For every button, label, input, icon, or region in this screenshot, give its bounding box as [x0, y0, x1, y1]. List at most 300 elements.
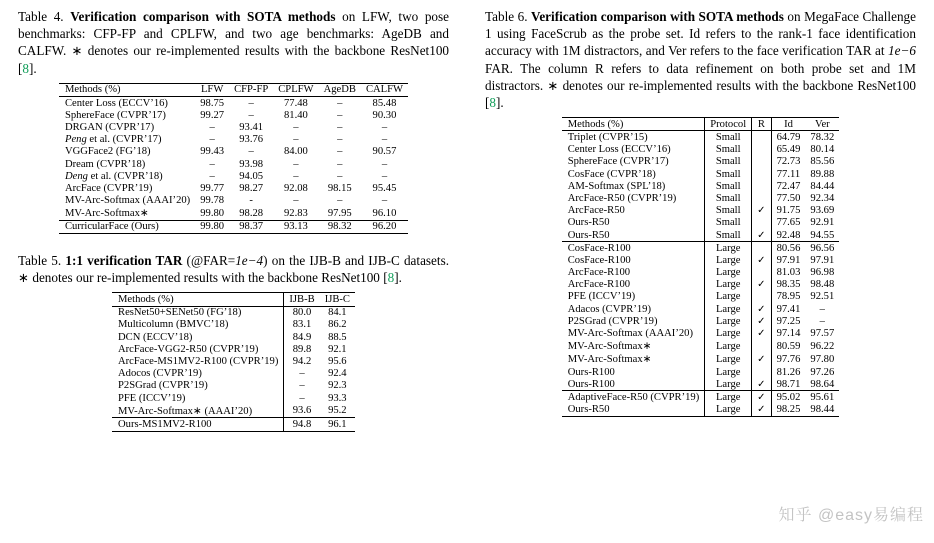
- table4-cell: –: [337, 146, 343, 158]
- table6-protocol: Large: [705, 327, 752, 339]
- table-row: [562, 315, 840, 327]
- table6-id: 98.71: [771, 378, 805, 391]
- table5-cell: 92.4: [328, 368, 347, 380]
- table-row: [112, 404, 355, 418]
- table6-id: 97.14: [771, 327, 805, 339]
- table6-ver: –: [819, 303, 825, 315]
- table4-cell: –: [337, 134, 343, 146]
- table6-ver: 93.69: [810, 205, 835, 217]
- table6-col-header-1: Protocol: [705, 118, 752, 131]
- table4-cell: –: [293, 195, 299, 207]
- table6-caption-text-1: on MegaFace Challenge 1 using FaceScrub as the probe set. Id refers to the rank-1 face identification accuracy with 1M distractors, and Ver refers to the face verification TAR at: [485, 9, 916, 59]
- table5-col-header-2: IJB-C: [320, 293, 355, 306]
- table-row: [562, 229, 840, 242]
- table6-ver: 96.98: [810, 267, 835, 279]
- table5-caption-text-2: denotes our re-implemented results with the backbone ResNet100 [: [29, 270, 388, 286]
- table-row: [562, 180, 840, 192]
- table6-protocol: Large: [705, 254, 752, 266]
- table6-method: MV-Arc-Softmax (AAAI’20): [567, 328, 693, 339]
- table4-cell: –: [381, 170, 388, 182]
- table6-refine: [752, 131, 771, 144]
- table6-col-header-2: R: [752, 118, 771, 131]
- table5-cell: 84.9: [284, 331, 320, 343]
- table4-col-header-2: CFP-FP: [229, 83, 273, 96]
- table4-caption-star: ∗: [71, 43, 83, 59]
- table4-caption-text-1: on LFW, two pose benchmarks: CFP-FP and CPLFW, and two age benchmarks: AgeDB and CALFW.: [18, 9, 449, 59]
- table6-method: ArcFace-R50: [567, 205, 625, 217]
- table4-cell: 99.43: [200, 146, 225, 158]
- table6-refine: ✓: [752, 315, 771, 327]
- table4-col-header-4: AgeDB: [319, 83, 361, 96]
- table5-col-header-1: IJB-B: [284, 293, 320, 306]
- table4-cell: 93.76: [239, 134, 264, 146]
- table5-col-header-0: Methods (%): [112, 293, 284, 306]
- table4-method: CurricularFace (Ours): [59, 220, 195, 233]
- table-row: [562, 327, 840, 339]
- table6-method: MV-Arc-Softmax∗: [567, 354, 652, 366]
- table4-cell: –: [209, 121, 215, 133]
- table6-protocol: Large: [705, 291, 752, 303]
- table5-caption-label: Table 5.: [18, 253, 62, 269]
- table6-ver: 92.51: [810, 291, 835, 303]
- table6-ver: 96.22: [810, 340, 835, 352]
- table4-cell: –: [293, 158, 299, 170]
- table6-protocol: Small: [705, 156, 752, 168]
- table4-cell: –: [381, 121, 388, 133]
- table6-caption-text-2: FAR. The column R refers to data refinement on both probe set and 1M distractors.: [485, 60, 916, 93]
- table6-method: CosFace-R100: [567, 242, 631, 254]
- table5-cell: –: [284, 392, 320, 404]
- table5-caption-at: (@FAR=: [182, 253, 236, 269]
- table4-method: Dream (CVPR’18): [64, 158, 146, 170]
- table6-refine: [752, 156, 771, 168]
- table6-ver: 95.61: [810, 391, 835, 403]
- table6-id: 77.11: [771, 168, 805, 180]
- table4-method: Deng et al. (CVPR’18): [64, 170, 163, 182]
- table6-protocol: Large: [705, 266, 752, 278]
- table4-cell: 93.41: [239, 121, 264, 133]
- table5-cell: 96.1: [320, 418, 355, 431]
- table4-cell: 99.80: [195, 207, 229, 221]
- table-row: [112, 343, 355, 355]
- table4-caption: [18, 8, 449, 77]
- table4-col-header-5: CALFW: [361, 83, 408, 96]
- table4-cell: –: [248, 97, 254, 109]
- table6-refine: [752, 242, 771, 255]
- table-row: [112, 355, 355, 367]
- table6-ver: 97.91: [810, 254, 835, 266]
- table4-caption-text-3: ].: [29, 60, 37, 76]
- table4-method: Peng et al. (CVPR’17): [64, 134, 162, 146]
- table6-refine: ✓: [752, 391, 771, 404]
- table5-method: Multicolumn (BMVC’18): [118, 319, 229, 331]
- table-row: [112, 331, 355, 343]
- table6-id: 80.59: [771, 340, 805, 353]
- table6-protocol: Large: [705, 404, 752, 417]
- table6-id: 91.75: [771, 205, 805, 217]
- table-row: [59, 97, 408, 110]
- table5-cell: 89.8: [284, 343, 320, 355]
- table4-method-suffix: et al. (CVPR’17): [89, 134, 162, 146]
- table6-refine: [752, 192, 771, 204]
- table6-id: 98.35: [771, 279, 805, 291]
- table6-protocol: Small: [705, 229, 752, 242]
- table5-caption-math: 1e−4: [235, 253, 264, 269]
- table4-cell: 98.27: [239, 182, 264, 194]
- left-column: [0, 8, 467, 543]
- table5-method: Adocos (CVPR’19): [118, 368, 202, 380]
- table6-refine: [752, 366, 771, 378]
- table6-protocol: Small: [705, 180, 752, 192]
- table5-method: P2SGrad (CVPR’19): [118, 380, 208, 392]
- table4-method: VGGFace2 (FG’18): [64, 146, 151, 158]
- table6-protocol: Large: [705, 242, 752, 255]
- table6-id: 97.41: [771, 303, 805, 315]
- table6-refine: [752, 144, 771, 156]
- table6-refine: ✓: [752, 303, 771, 315]
- table-row: [112, 368, 355, 380]
- table-row: [562, 242, 840, 255]
- table6-protocol: Small: [705, 217, 752, 229]
- table6-id: 81.26: [771, 366, 805, 378]
- table4-cell: –: [248, 146, 254, 158]
- table4-cell: –: [381, 158, 388, 170]
- table6-ver: 97.57: [810, 328, 835, 339]
- table4-cell: 99.77: [200, 182, 225, 194]
- table4-cell: –: [209, 134, 215, 146]
- table5-method: PFE (ICCV’19): [118, 392, 186, 404]
- table6-method: Adacos (CVPR’19): [567, 303, 652, 315]
- table-row: [59, 134, 408, 146]
- table5-caption-text-1: ) on the IJB-B and IJB-C datasets.: [263, 253, 450, 269]
- table6-protocol: Small: [705, 205, 752, 217]
- table-row: [59, 146, 408, 158]
- table-row: [562, 168, 840, 180]
- table4-cell: 77.48: [283, 97, 308, 109]
- table-row: [112, 319, 355, 331]
- table6-method: CosFace-R100: [567, 254, 631, 266]
- table4-cell: 93.13: [273, 220, 318, 233]
- table5-cell: 86.2: [328, 319, 347, 331]
- table4-wrapper: [18, 83, 449, 234]
- table5-cell: 84.1: [328, 307, 347, 319]
- table6-refine: [752, 340, 771, 353]
- table4-cell: 92.83: [273, 207, 318, 221]
- table5-method: DCN (ECCV’18): [118, 331, 193, 343]
- table-row: [59, 207, 408, 221]
- table6-refine: ✓: [752, 378, 771, 391]
- table6-method: Ours-R100: [567, 366, 615, 378]
- table6-col-header-0: Methods (%): [562, 118, 705, 131]
- table6-method: Ours-R100: [562, 378, 705, 391]
- table6-ver: 98.44: [805, 404, 839, 417]
- table6-refine: [752, 291, 771, 303]
- table5-cell: 93.3: [328, 392, 347, 404]
- table5-cell: 95.6: [328, 356, 347, 367]
- table-row: [562, 404, 840, 417]
- table6-id: 97.25: [771, 315, 805, 327]
- table6-protocol: Large: [705, 353, 752, 366]
- table4-cell: 90.30: [372, 109, 397, 121]
- table-row: [59, 182, 408, 194]
- table-row: [562, 192, 840, 204]
- table6-col-header-3: Id: [771, 118, 805, 131]
- table6-method: ArcFace-R50 (CVPR’19): [567, 192, 677, 204]
- table4-cell: 94.05: [239, 170, 264, 182]
- table6-id: 97.91: [771, 254, 805, 266]
- table5-cell: 88.5: [328, 331, 347, 343]
- table4-method: SphereFace (CVPR’17): [64, 109, 166, 121]
- table6-caption-math: 1e−6: [888, 43, 916, 59]
- table4-cell: 98.37: [229, 220, 273, 233]
- table5-cell: 94.8: [284, 418, 320, 431]
- table-row: [562, 391, 840, 404]
- table6-protocol: Large: [705, 279, 752, 291]
- table5-cell: 93.6: [284, 404, 320, 418]
- table4-cell: 93.98: [239, 158, 264, 170]
- table6-ver: –: [819, 315, 825, 327]
- table4-method: MV-Arc-Softmax∗: [59, 207, 195, 221]
- table6-protocol: Large: [705, 366, 752, 378]
- table4-cell: –: [209, 158, 215, 170]
- table6-refine: [752, 168, 771, 180]
- table6-id: 72.73: [771, 156, 805, 168]
- table6-caption-text-3: denotes our re-implemented results with the backbone ResNet100 [: [485, 77, 917, 111]
- table4-cell: –: [337, 170, 343, 182]
- table6-id: 80.56: [771, 242, 805, 255]
- table5-caption-citation[interactable]: 8: [387, 270, 395, 286]
- table6-method: SphereFace (CVPR’17): [567, 156, 669, 168]
- table4-col-header-0: Methods (%): [59, 83, 195, 96]
- table6-caption-bold: Verification comparison with SOTA methods: [531, 9, 784, 24]
- table4-cell: –: [337, 109, 343, 121]
- table6-method: Ours-R50: [567, 217, 610, 229]
- table6-method: CosFace (CVPR’18): [567, 168, 656, 180]
- table6-ver: 80.14: [810, 144, 835, 156]
- table4-method: ArcFace (CVPR’19): [64, 182, 153, 194]
- table4-cell: 98.15: [327, 182, 352, 194]
- table6-id: 92.48: [771, 229, 805, 242]
- table6-refine: ✓: [752, 229, 771, 242]
- table6-refine: ✓: [752, 404, 771, 417]
- table5-header-row: [112, 293, 355, 306]
- table6-refine: ✓: [752, 353, 771, 366]
- table6-protocol: Large: [705, 315, 752, 327]
- table6-caption-star: ∗: [547, 77, 559, 93]
- table-row: [59, 121, 408, 133]
- table4-cell: –: [337, 121, 343, 133]
- table6-ver: 94.55: [805, 229, 839, 242]
- table4: [59, 83, 408, 234]
- table6-caption: [485, 8, 916, 111]
- table-row: [562, 303, 840, 315]
- table6-id: 77.65: [771, 217, 805, 229]
- table4-caption-bold: Verification comparison with SOTA methods: [70, 9, 336, 24]
- table-row: [562, 291, 840, 303]
- table-row: [562, 156, 840, 168]
- table6-refine: [752, 266, 771, 278]
- table6-method: Triplet (CVPR’15): [567, 132, 648, 143]
- table4-cell: 98.28: [229, 207, 273, 221]
- table6-protocol: Large: [705, 378, 752, 391]
- table6-id: 81.03: [771, 266, 805, 278]
- table-row: [562, 366, 840, 378]
- table5-cell: 80.0: [284, 306, 320, 319]
- table6-id: 98.25: [771, 404, 805, 417]
- table6-id: 72.47: [771, 180, 805, 192]
- table-row: [59, 158, 408, 170]
- table6-method: MV-Arc-Softmax∗: [567, 341, 652, 353]
- table-row: [112, 392, 355, 404]
- table-row: [562, 340, 840, 353]
- table5-cell: 94.2: [284, 355, 320, 367]
- table6-refine: [752, 217, 771, 229]
- table5: [112, 292, 355, 431]
- table-row: [112, 306, 355, 319]
- table4-caption-citation[interactable]: 8: [22, 60, 29, 76]
- table6-ver: 89.88: [810, 168, 835, 180]
- table6-id: 64.79: [771, 131, 805, 144]
- table5-method: ArcFace-MS1MV2-R100 (CVPR’19): [118, 356, 279, 367]
- table-row: [562, 144, 840, 156]
- table4-caption-label: Table 4.: [18, 9, 64, 24]
- table-row: [562, 279, 840, 291]
- table6-method: Center Loss (ECCV’16): [567, 144, 671, 156]
- table5-cell: 92.3: [328, 380, 347, 392]
- table6-refine: ✓: [752, 254, 771, 266]
- table4-cell: –: [293, 170, 299, 182]
- table5-cell: 95.2: [320, 404, 355, 418]
- table6-protocol: Small: [705, 144, 752, 156]
- table6-ver: 78.32: [810, 132, 835, 143]
- table5-method: Ours-MS1MV2-R100: [112, 418, 284, 431]
- table6-method: AdaptiveFace-R50 (CVPR’19): [567, 391, 700, 403]
- table5-method: MV-Arc-Softmax∗ (AAAI’20): [112, 404, 284, 418]
- table-row: [562, 205, 840, 217]
- table-row: [59, 170, 408, 182]
- table4-cell: 99.78: [200, 195, 225, 207]
- table5-cell: 83.1: [284, 319, 320, 331]
- table6-protocol: Large: [705, 391, 752, 404]
- table4-caption-text-2: denotes our re-implemented results with the backbone ResNet100 [: [18, 43, 450, 76]
- table5-cell: 92.1: [328, 343, 347, 355]
- table6-wrapper: [485, 117, 916, 417]
- table4-header-row: [59, 83, 408, 96]
- table4-cell: 92.08: [283, 182, 308, 194]
- table4-cell: –: [293, 121, 299, 133]
- table4-col-header-3: CPLFW: [273, 83, 318, 96]
- table6-ver: 97.80: [810, 353, 835, 365]
- table5-caption: [18, 252, 449, 286]
- table6-refine: [752, 180, 771, 192]
- table4-cell: 99.80: [195, 220, 229, 233]
- table-row: [562, 254, 840, 266]
- table5-method: ArcFace-VGG2-R50 (CVPR’19): [118, 343, 259, 355]
- table6-method: PFE (ICCV’19): [567, 291, 636, 303]
- column-spacer: [18, 234, 449, 252]
- table6-ver: 85.56: [810, 156, 835, 168]
- table6-id: 95.02: [771, 391, 805, 404]
- table6-protocol: Large: [705, 303, 752, 315]
- table5-method: ResNet50+SENet50 (FG’18): [118, 307, 242, 319]
- table4-cell: –: [381, 195, 388, 207]
- table4-cell: –: [337, 158, 343, 170]
- table5-wrapper: [18, 292, 449, 431]
- table5-caption-bold: 1:1 verification TAR: [65, 253, 183, 269]
- table5-cell: –: [284, 368, 320, 380]
- table6-method: ArcFace-R100: [567, 279, 631, 291]
- table-row: [59, 220, 408, 233]
- table6-method: AM-Softmax (SPL’18): [567, 180, 666, 192]
- table6-protocol: Small: [705, 131, 752, 144]
- table4-cell: 97.95: [319, 207, 361, 221]
- table5-caption-text-3: ].: [394, 270, 402, 286]
- table6-ver: 96.56: [810, 242, 835, 254]
- table6-caption-text-4: ].: [496, 95, 504, 111]
- table4-method: Center Loss (ECCV’16): [64, 97, 168, 109]
- table6-refine: ✓: [752, 205, 771, 217]
- table6-id: 78.95: [771, 291, 805, 303]
- table4-cell: 84.00: [283, 146, 308, 158]
- table-row: [59, 195, 408, 207]
- table6-method: P2SGrad (CVPR’19): [567, 315, 658, 327]
- table4-cell: –: [337, 97, 343, 109]
- table4-method: MV-Arc-Softmax (AAAI’20): [64, 195, 191, 207]
- table6-protocol: Small: [705, 192, 752, 204]
- table4-cell: -: [249, 195, 253, 207]
- table6-caption-citation[interactable]: 8: [489, 95, 496, 111]
- table6-method: Ours-R50: [562, 229, 705, 242]
- table6-id: 65.49: [771, 144, 805, 156]
- table4-cell: 90.57: [372, 146, 397, 158]
- table4-cell: 96.10: [361, 207, 408, 221]
- table4-cell: 98.75: [200, 97, 225, 109]
- table4-method: DRGAN (CVPR’17): [64, 121, 155, 133]
- watermark: 知乎 @easy易编程: [778, 507, 924, 524]
- table6: [562, 117, 840, 417]
- table-row: [112, 380, 355, 392]
- table4-cell: –: [248, 109, 254, 121]
- table6-method: ArcFace-R100: [567, 267, 631, 279]
- table4-cell: –: [381, 134, 388, 146]
- table6-id: 77.50: [771, 192, 805, 204]
- table6-ver: 98.64: [805, 378, 839, 391]
- table6-protocol: Large: [705, 340, 752, 353]
- table-row: [562, 353, 840, 366]
- table4-cell: –: [209, 170, 215, 182]
- table4-cell: 95.45: [372, 182, 397, 194]
- table5-cell: –: [284, 380, 320, 392]
- right-column: [467, 8, 934, 543]
- table4-cell: –: [337, 195, 343, 207]
- table6-protocol: Small: [705, 168, 752, 180]
- table6-ver: 98.48: [810, 279, 835, 291]
- table4-cell: 85.48: [372, 97, 397, 109]
- table6-ver: 84.44: [810, 180, 835, 192]
- table4-cell: –: [293, 134, 299, 146]
- table5-caption-star: ∗: [18, 270, 30, 286]
- table6-caption-label: Table 6.: [485, 9, 528, 24]
- table-row: [562, 217, 840, 229]
- table6-refine: ✓: [752, 279, 771, 291]
- table-row: [562, 266, 840, 278]
- table-row: [59, 109, 408, 121]
- table-row: [562, 131, 840, 144]
- table-row: [112, 418, 355, 431]
- table-row: [562, 378, 840, 391]
- table6-ver: 97.26: [810, 366, 835, 378]
- table4-cell: 81.40: [283, 109, 308, 121]
